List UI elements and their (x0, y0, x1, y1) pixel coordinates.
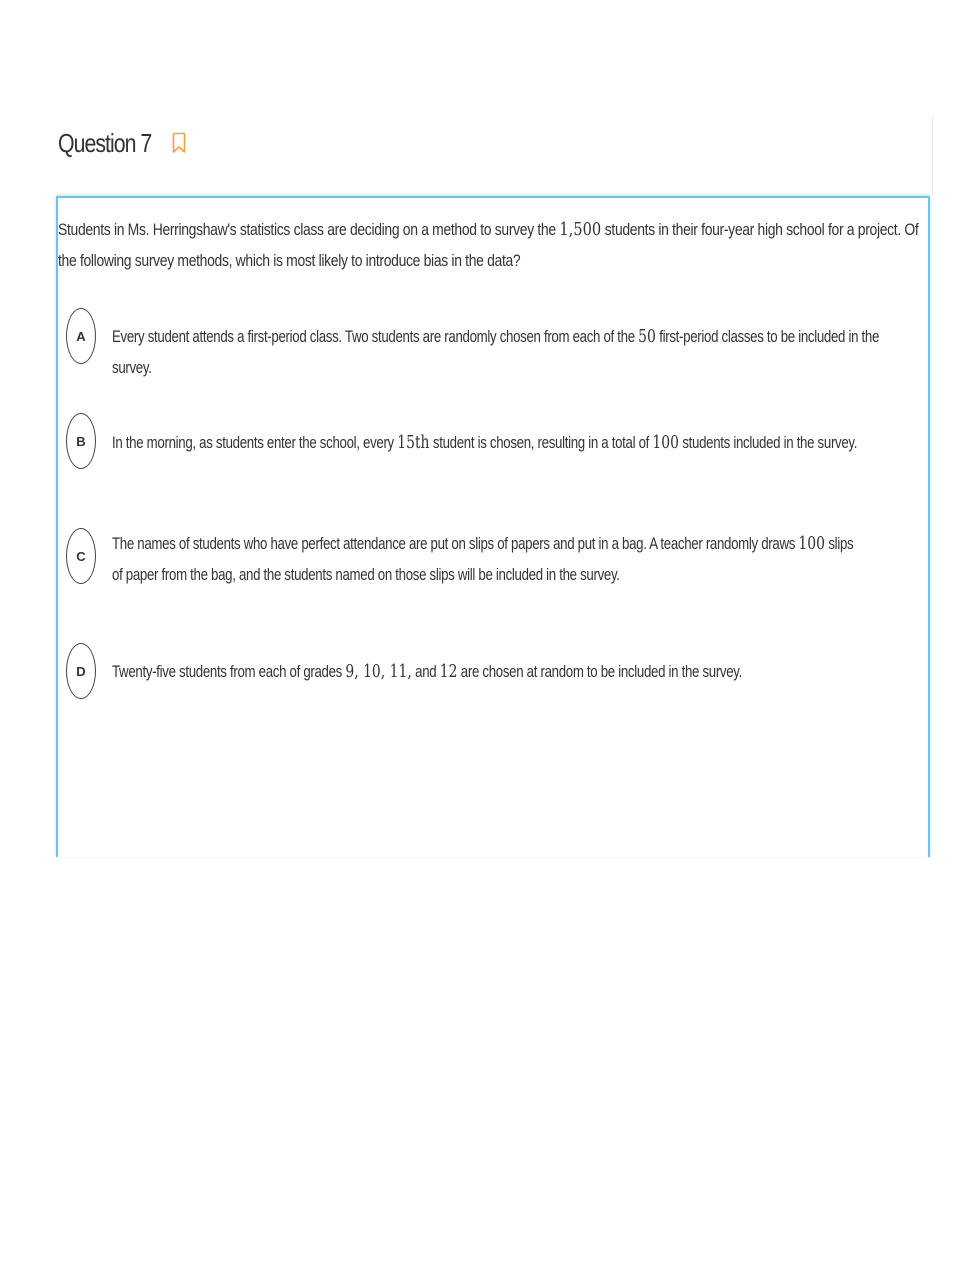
option-b-text-2: student is chosen, resulting in a total of (429, 433, 653, 452)
option-c-text (112, 528, 861, 590)
option-b-number-1: 15th (397, 432, 430, 453)
option-c-text-2: slips of paper from the bag, and the students named on those slips will be included in the survey. (112, 534, 854, 584)
option-b-letter: B (76, 433, 86, 449)
option-b-number-2: 100 (652, 432, 679, 453)
option-c-circle[interactable] (66, 528, 96, 584)
option-d-text-1: Twenty-five students from each of grades (112, 662, 346, 681)
question-stem (58, 214, 919, 276)
option-b[interactable] (66, 413, 926, 473)
option-d-text (112, 656, 892, 687)
stem-text-1: Students in Ms. Herringshaw's statistics class are deciding on a method to survey the (58, 220, 560, 239)
option-b-text-3: students included in the survey. (678, 433, 858, 452)
option-a-text-2: first-period classes to be included in the survey. (112, 327, 880, 377)
option-d-number-2: 12 (439, 661, 458, 682)
option-c-letter: C (76, 548, 86, 564)
option-a-circle[interactable] (66, 308, 96, 364)
option-a-text-1: Every student attends a first-period class. Two students are randomly chosen from each of the (112, 327, 639, 346)
question-title: Question 7 (58, 128, 152, 158)
option-d[interactable] (66, 643, 926, 703)
stem-text-2: students in their four-year high school for a project. Of the following survey methods, which is most likely to introduce bias in the data? (58, 220, 919, 270)
question-header (58, 126, 186, 160)
option-a-text (112, 321, 892, 383)
option-b-text (112, 427, 892, 458)
option-b-circle[interactable] (66, 413, 96, 469)
bookmark-icon[interactable] (172, 132, 186, 154)
header-divider (932, 115, 933, 195)
option-d-circle[interactable] (66, 643, 96, 699)
option-c-number: 100 (798, 533, 825, 554)
option-a-letter: A (76, 328, 86, 344)
option-a[interactable] (66, 308, 926, 377)
option-a-number: 50 (638, 326, 656, 347)
option-d-text-3: are chosen at random to be included in the survey. (457, 662, 743, 681)
option-d-number-1: 9, 10, 11, (345, 661, 412, 682)
question-panel (56, 196, 930, 857)
option-c-text-1: The names of students who have perfect attendance are put on slips of papers and put in a bag. A teacher randomly draws (112, 534, 799, 553)
option-d-text-2: and (411, 662, 440, 681)
option-b-text-1: In the morning, as students enter the school, every (112, 433, 398, 452)
option-c[interactable] (66, 528, 926, 588)
stem-number: 1,500 (559, 219, 602, 240)
option-d-letter: D (76, 663, 86, 679)
